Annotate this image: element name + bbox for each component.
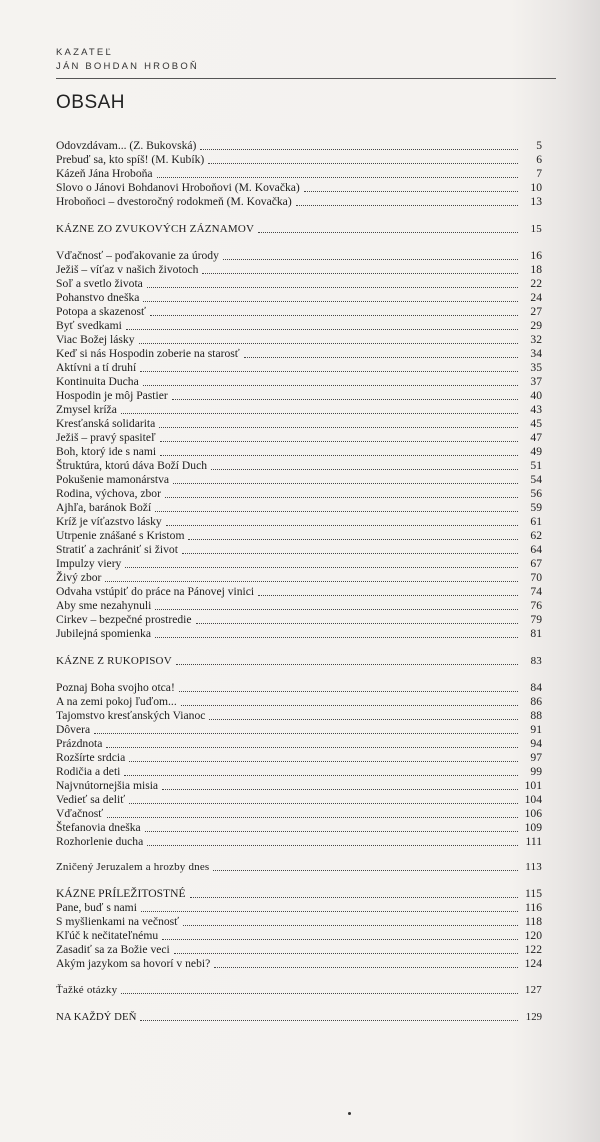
leader-dots: [209, 718, 518, 720]
toc-entry-title: Pane, buď s nami: [56, 901, 137, 914]
leader-dots: [211, 468, 518, 470]
toc-entry-title: Kríž je víťazstvo lásky: [56, 515, 162, 528]
toc-entry: [56, 723, 542, 737]
toc-section-page: 127: [524, 984, 542, 996]
leader-dots: [159, 426, 518, 428]
toc-entry: [56, 529, 542, 543]
toc-entry: [56, 153, 542, 167]
toc-entry-title: Slovo o Jánovi Bohdanovi Hroboňovi (M. Kovačka): [56, 181, 300, 194]
toc-entry: [56, 181, 542, 195]
toc-entry-page: 56: [530, 487, 542, 500]
toc-entry: [56, 263, 542, 277]
toc-entry: [56, 793, 542, 807]
toc-entry: [56, 375, 542, 389]
toc-entry-page: 101: [524, 779, 542, 792]
toc-entry: [56, 431, 542, 445]
leader-dots: [162, 938, 518, 940]
toc-entry-page: 120: [524, 929, 542, 942]
toc-entry-page: 43: [530, 403, 542, 416]
toc-entry-page: 13: [530, 195, 542, 208]
leader-dots: [129, 802, 518, 804]
toc-entry: [56, 737, 542, 751]
print-speck: [348, 1112, 351, 1115]
toc-entry: [56, 557, 542, 571]
leader-dots: [150, 314, 518, 316]
leader-dots: [179, 690, 518, 692]
toc-entry-page: 81: [530, 627, 542, 640]
toc-entry-title: Akým jazykom sa hovorí v nebi?: [56, 957, 211, 970]
toc-entry: [56, 417, 542, 431]
toc-entry-title: Štruktúra, ktorú dáva Boží Duch: [56, 459, 208, 472]
toc-entry: [56, 613, 542, 627]
toc-entry-title: Najvnútornejšia misia: [56, 779, 159, 792]
toc-section-heading: [56, 222, 542, 236]
toc-entry-title: S myšlienkami na večnosť: [56, 915, 180, 928]
toc-entry-title: Kresťanská solidarita: [56, 417, 156, 430]
toc-entry-page: 37: [530, 375, 542, 388]
leader-dots: [165, 496, 518, 498]
leader-dots: [173, 482, 518, 484]
toc-entry-page: 99: [530, 765, 542, 778]
toc-entry-title: Impulzy viery: [56, 557, 122, 570]
toc-entry-page: 91: [530, 723, 542, 736]
toc-entry: [56, 361, 542, 375]
toc-entry-page: 115: [525, 887, 542, 900]
toc-entry-title: KÁZNE PRÍLEŽITOSTNÉ: [56, 887, 186, 900]
leader-dots: [196, 622, 518, 624]
toc-entry-page: 70: [530, 571, 542, 584]
toc-entry: [56, 1010, 542, 1024]
toc-entry-page: 94: [530, 737, 542, 750]
toc-entry-page: 18: [530, 263, 542, 276]
toc-entry-page: 51: [530, 459, 542, 472]
toc-entry: [56, 807, 542, 821]
toc-entry-page: 24: [530, 291, 542, 304]
leader-dots: [157, 176, 518, 178]
toc-entry-page: 59: [530, 501, 542, 514]
toc-entry-page: 122: [524, 943, 542, 956]
toc-entry-title: Keď si nás Hospodin zoberie na starosť: [56, 347, 240, 360]
leader-dots: [223, 258, 518, 260]
toc-entry: [56, 599, 542, 613]
toc-section-heading: [56, 654, 542, 668]
toc-entry-title: Odovzdávam... (Z. Bukovská): [56, 139, 197, 152]
toc-entry-title: Kázeň Jána Hroboňa: [56, 167, 153, 180]
toc-section-title: Ťažké otázky: [56, 984, 118, 996]
toc-entry: [56, 319, 542, 333]
toc-entry: [56, 709, 542, 723]
toc-entry: [56, 915, 542, 929]
toc-entry-page: 124: [524, 957, 542, 970]
leader-dots: [214, 966, 518, 968]
toc-entry: [56, 195, 542, 209]
toc-entry: [56, 347, 542, 361]
toc-entry: [56, 459, 542, 473]
leader-dots: [129, 760, 518, 762]
leader-dots: [160, 454, 518, 456]
toc-entry-page: 104: [524, 793, 542, 806]
toc-entry: [56, 957, 542, 971]
leader-dots: [143, 384, 518, 386]
toc-entry-title: Poznaj Boha svojho otca!: [56, 681, 175, 694]
toc-entry-page: 62: [530, 529, 542, 542]
leader-dots: [296, 204, 518, 206]
leader-dots: [304, 190, 518, 192]
leader-dots: [140, 370, 518, 372]
toc-entry: [56, 487, 542, 501]
toc-entry: [56, 681, 542, 695]
toc-entry-page: 54: [530, 473, 542, 486]
toc-entry: [56, 445, 542, 459]
leader-dots: [121, 412, 518, 414]
toc-section-page: 113: [525, 861, 542, 873]
toc-entry: [56, 515, 542, 529]
toc-entry-page: 27: [530, 305, 542, 318]
toc-entry: [56, 751, 542, 765]
toc-entry-page: 116: [525, 901, 542, 914]
leader-dots: [162, 788, 518, 790]
toc-entry-page: 74: [530, 585, 542, 598]
toc-entry-title: Rozšírte srdcia: [56, 751, 126, 764]
toc-entry-page: 6: [536, 153, 542, 166]
leader-dots: [181, 704, 518, 706]
toc-entry-title: Cirkev – bezpečné prostredie: [56, 613, 192, 626]
leader-dots: [190, 896, 518, 898]
header-series: KAZATEĽ: [56, 47, 113, 58]
leader-dots: [208, 162, 518, 164]
leader-dots: [258, 594, 518, 596]
running-header: [56, 46, 556, 74]
leader-dots: [125, 566, 518, 568]
toc-entry-title: A na zemi pokoj ľuďom...: [56, 695, 177, 708]
toc-entry-page: 111: [525, 835, 542, 848]
leader-dots: [107, 816, 518, 818]
toc-entry-title: Boh, ktorý ide s nami: [56, 445, 157, 458]
toc-entry-title: Zmysel kríža: [56, 403, 117, 416]
toc-entry-page: 64: [530, 543, 542, 556]
leader-dots: [139, 342, 518, 344]
toc-entry-title: Tajomstvo kresťanských Vianoc: [56, 709, 206, 722]
toc-entry: [56, 543, 542, 557]
leader-dots: [213, 869, 518, 871]
leader-dots: [155, 636, 518, 638]
toc-entry-page: 79: [530, 613, 542, 626]
leader-dots: [143, 300, 518, 302]
toc-entry: [56, 943, 542, 957]
toc-section-title: Zničený Jeruzalem a hrozby dnes: [56, 861, 210, 873]
toc-entry-title: NA KAŽDÝ DEŇ: [56, 1011, 137, 1023]
toc-entry-page: 22: [530, 277, 542, 290]
toc-entry-page: 34: [530, 347, 542, 360]
toc-entry-title: Stratiť a zachrániť si život: [56, 543, 178, 556]
header-divider: [56, 78, 556, 79]
toc-section-title: KÁZNE Z RUKOPISOV: [56, 655, 172, 667]
toc-entry: [56, 249, 542, 263]
toc-entry: [56, 473, 542, 487]
toc-entry: [56, 887, 542, 901]
leader-dots: [147, 286, 518, 288]
toc-section-title: KÁZNE ZO ZVUKOVÝCH ZÁZNAMOV: [56, 223, 255, 235]
toc-entry-title: Ajhľa, baránok Boží: [56, 501, 152, 514]
leader-dots: [147, 844, 518, 846]
toc-entry-title: Kontinuita Ducha: [56, 375, 139, 388]
toc-entry-title: Dôvera: [56, 723, 91, 736]
toc-entry-title: Potopa a skazenosť: [56, 305, 146, 318]
leader-dots: [145, 830, 518, 832]
leader-dots: [160, 440, 518, 442]
toc-entry: [56, 929, 542, 943]
toc-section-page: 83: [530, 655, 542, 667]
toc-entry-title: Odvaha vstúpiť do práce na Pánovej vinici: [56, 585, 255, 598]
toc-entry-page: 29: [530, 319, 542, 332]
toc-entry-title: Pohanstvo dneška: [56, 291, 140, 304]
toc-entry-title: Vďačnosť: [56, 807, 104, 820]
leader-dots: [200, 148, 518, 150]
toc-entry-page: 109: [524, 821, 542, 834]
toc-entry-page: 129: [525, 1011, 542, 1023]
toc-entry-title: Vďačnosť – poďakovanie za úrody: [56, 249, 219, 262]
toc-entry-title: Utrpenie znášané s Kristom: [56, 529, 185, 542]
leader-dots: [202, 272, 518, 274]
toc-entry-page: 67: [530, 557, 542, 570]
leader-dots: [174, 952, 518, 954]
leader-dots: [105, 580, 518, 582]
leader-dots: [155, 608, 518, 610]
toc-entry-title: Zasadiť sa za Božie veci: [56, 943, 170, 956]
toc-entry-title: Vedieť sa deliť: [56, 793, 126, 806]
leader-dots: [172, 398, 518, 400]
leader-dots: [182, 552, 518, 554]
leader-dots: [258, 231, 518, 233]
toc-entry: [56, 305, 542, 319]
toc-entry: [56, 835, 542, 849]
toc-entry-page: 10: [530, 181, 542, 194]
leader-dots: [126, 328, 518, 330]
toc-entry: [56, 765, 542, 779]
toc-entry-title: Soľ a svetlo života: [56, 277, 143, 290]
toc-entry-page: 40: [530, 389, 542, 402]
toc-entry-title: Prázdnota: [56, 737, 103, 750]
leader-dots: [244, 356, 518, 358]
toc-entry: [56, 277, 542, 291]
toc-entry-page: 35: [530, 361, 542, 374]
toc-entry-title: Aby sme nezahynuli: [56, 599, 152, 612]
leader-dots: [94, 732, 518, 734]
toc-entry-title: Štefanovia dneška: [56, 821, 141, 834]
toc-entry-title: Rodičia a deti: [56, 765, 121, 778]
toc-entry: [56, 585, 542, 599]
toc-entry: [56, 571, 542, 585]
toc-entry: [56, 821, 542, 835]
toc-entry-page: 97: [530, 751, 542, 764]
toc-entry: [56, 389, 542, 403]
toc-entry-page: 61: [530, 515, 542, 528]
toc-entry-page: 76: [530, 599, 542, 612]
toc-section-heading: [56, 860, 542, 874]
toc-entry-page: 45: [530, 417, 542, 430]
leader-dots: [106, 746, 518, 748]
toc-entry-title: Kľúč k nečitateľnému: [56, 929, 159, 942]
leader-dots: [166, 524, 518, 526]
toc-entry-page: 84: [530, 681, 542, 694]
leader-dots: [183, 924, 518, 926]
toc-entry: [56, 167, 542, 181]
toc-entry-page: 88: [530, 709, 542, 722]
toc-entry-title: Živý zbor: [56, 571, 102, 584]
toc-section-heading: [56, 983, 542, 997]
page-title: OBSAH: [56, 92, 126, 113]
toc-entry: [56, 695, 542, 709]
toc-entry: [56, 627, 542, 641]
toc-entry-page: 106: [524, 807, 542, 820]
toc-entry-title: Ježiš – víťaz v našich životoch: [56, 263, 199, 276]
toc-entry-page: 7: [536, 167, 542, 180]
toc-entry: [56, 403, 542, 417]
leader-dots: [188, 538, 518, 540]
header-author: JÁN BOHDAN HROBOŇ: [56, 61, 199, 72]
leader-dots: [141, 910, 518, 912]
toc-entry: [56, 901, 542, 915]
toc-entry-page: 16: [530, 249, 542, 262]
toc-entry-title: Viac Božej lásky: [56, 333, 135, 346]
leader-dots: [176, 663, 518, 665]
toc-entry-title: Prebuď sa, kto spíš! (M. Kubík): [56, 153, 205, 166]
leader-dots: [155, 510, 518, 512]
toc-entry-page: 32: [530, 333, 542, 346]
toc-entry-page: 118: [525, 915, 542, 928]
toc-entry-title: Hospodin je môj Pastier: [56, 389, 168, 402]
toc-entry-title: Rozhorlenie ducha: [56, 835, 144, 848]
toc-entry-title: Ježiš – pravý spasiteľ: [56, 431, 156, 444]
toc-entry-page: 86: [530, 695, 542, 708]
toc-entry-page: 47: [530, 431, 542, 444]
toc-entry-title: Byť svedkami: [56, 319, 122, 332]
toc-entry: [56, 139, 542, 153]
toc-section-page: 15: [530, 223, 542, 235]
leader-dots: [140, 1019, 518, 1021]
toc-entry: [56, 333, 542, 347]
leader-dots: [121, 992, 518, 994]
toc-entry-title: Jubilejná spomienka: [56, 627, 151, 640]
toc-entry-title: Hroboňoci – dvestoročný rodokmeň (M. Kovačka): [56, 195, 292, 208]
toc-entry-title: Pokušenie mamonárstva: [56, 473, 170, 486]
toc-entry-title: Rodina, výchova, zbor: [56, 487, 161, 500]
toc-entry: [56, 501, 542, 515]
toc-entry: [56, 291, 542, 305]
toc-entry: [56, 779, 542, 793]
leader-dots: [124, 774, 518, 776]
toc-entry-page: 5: [536, 139, 542, 152]
toc-entry-page: 49: [530, 445, 542, 458]
toc-entry-title: Aktívni a tí druhí: [56, 361, 137, 374]
